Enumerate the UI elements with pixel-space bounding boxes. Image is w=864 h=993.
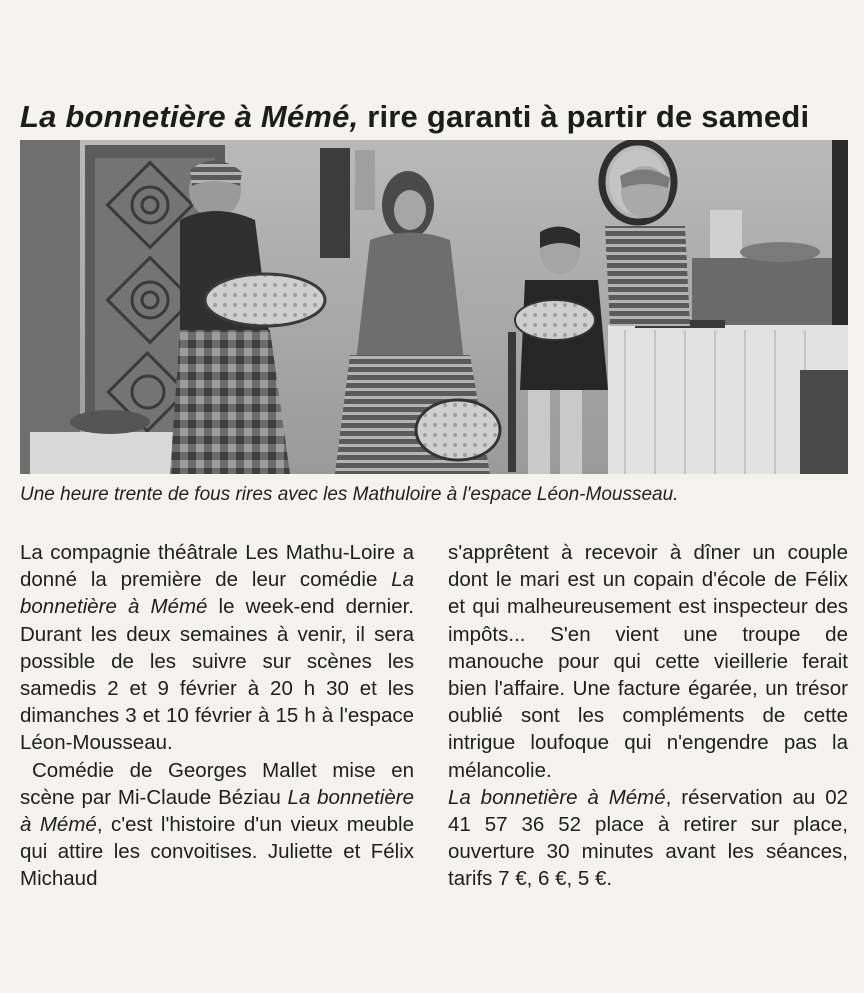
right-paragraph-1: s'apprêtent à recevoir à dîner un couple dont le mari est un copain d'école de Félix et qui malheureusement est inspecteur des impôts... S'en vient une troupe de manouche pour qui cette vieillerie ferait bien l'affaire. Une facture égarée, un trésor oublié sont les compléments de cette intrigue loufoque qui n'engendre pas la mélancolie. (448, 541, 848, 782)
left-paragraph-1: La compagnie théâtrale Les Mathu-Loire a donné la première de leur comédie La bonnetière à Mémé le week-end dernier. Durant les deux semaines à venir, il sera possible de les suivre sur scènes les samedis 2 et 9 février à 20 h 30 et les dimanches 3 et 10 février à 15 h à l'espace Léon-Mousseau. (20, 541, 414, 755)
headline-rest: rire garanti à partir de samedi (358, 98, 810, 134)
article-photo (20, 140, 848, 474)
photo-caption: Une heure trente de fous rires avec les Mathuloire à l'espace Léon-Mousseau. (20, 484, 679, 505)
left-paragraph-2: Comédie de Georges Mallet mise en scène par Mi-Claude Béziau La bonnetière à Mémé, c'est l'histoire d'un vieux meuble qui attire les convoitises. Juliette et Félix Michaud (20, 758, 414, 891)
article-headline (20, 97, 850, 137)
right-paragraph-2: La bonnetière à Mémé, réservation au 02 41 57 36 52 place à retirer sur place, ouverture 30 minutes avant les séances, tarifs 7 €, 6 €, 5 €. (448, 785, 848, 891)
article-column-right (448, 539, 848, 893)
article-column-left (20, 539, 414, 893)
headline-play-title: La bonnetière à Mémé, (20, 98, 359, 134)
